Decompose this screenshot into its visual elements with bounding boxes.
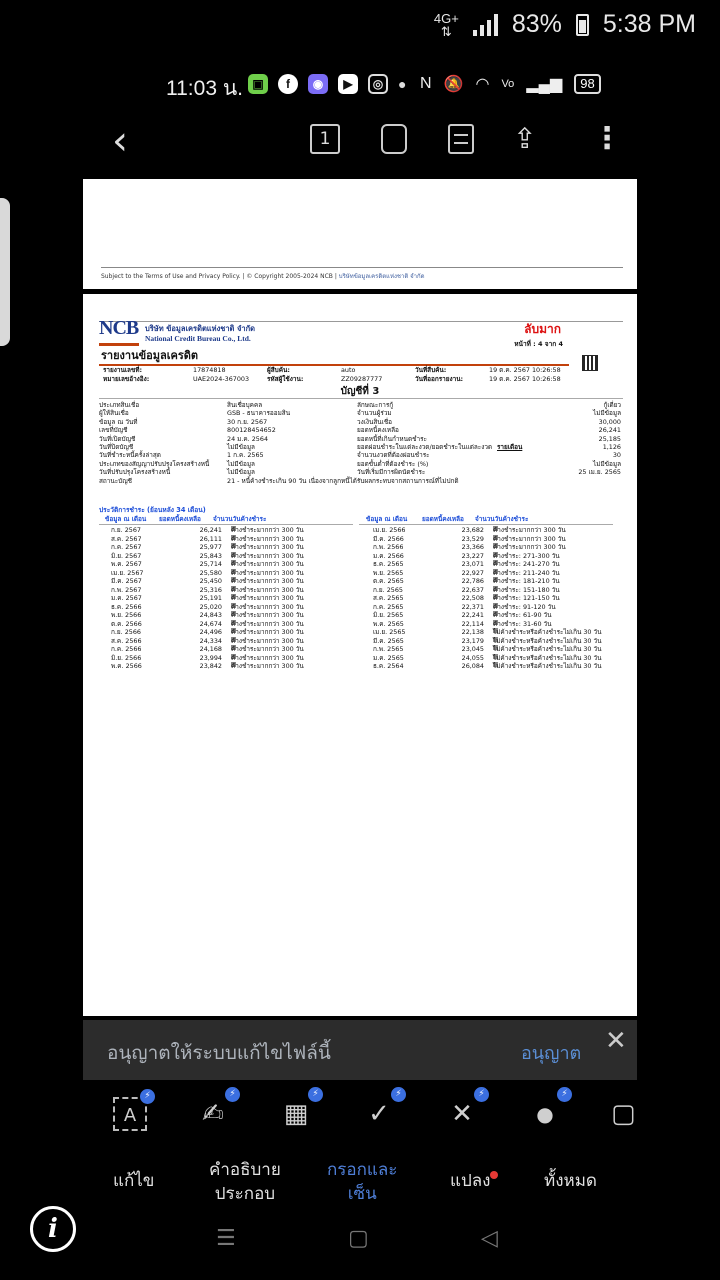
detail-label: ยอดหนี้คงเหลือ <box>357 426 399 435</box>
meta-label: หมายเลขอ้างอิง: <box>103 374 150 383</box>
history-balance: 26,241 <box>199 526 222 534</box>
history-month: ก.พ. 2566 <box>373 543 404 551</box>
premium-badge-icon: ⚡ <box>308 1087 323 1102</box>
history-status-text: ค้างชำระ: 181-210 วัน <box>493 577 560 585</box>
history-row <box>361 603 621 612</box>
history-balance: 24,496 <box>199 628 222 636</box>
history-month: มิ.ย. 2565 <box>373 611 404 619</box>
history-status-text: ค้างชำระมากกว่า 300 วัน <box>231 594 304 602</box>
history-balance: 22,927 <box>461 568 484 577</box>
history-row <box>99 577 359 586</box>
history-row <box>361 543 621 552</box>
history-status-text: ค้างชำระมากกว่า 300 วัน <box>231 560 304 568</box>
view-mode-icon[interactable] <box>448 124 474 154</box>
history-status-text: ค้างชำระมากกว่า 300 วัน <box>231 619 304 628</box>
history-status-text: ไม่ค้างชำระหรือค้างชำระไม่เกิน 30 วัน <box>493 645 602 653</box>
history-row <box>361 560 621 569</box>
status-bar <box>0 0 720 52</box>
meta-label: วันที่สืบค้น: <box>415 366 447 374</box>
detail-row <box>99 426 621 434</box>
history-status-text: ค้างชำระ: 211-240 วัน <box>493 568 560 577</box>
battery-icon <box>576 14 589 36</box>
history-status-text: ค้างชำระมากกว่า 300 วัน <box>231 577 304 585</box>
detail-row <box>99 401 621 409</box>
history-status-text: ค้างชำระมากกว่า 300 วัน <box>493 534 566 543</box>
footer-link[interactable]: บริษัทข้อมูลเครดิตแห่งชาติ จำกัด <box>338 273 425 280</box>
history-month: เม.ย. 2565 <box>373 628 406 636</box>
history-status-text: ค้างชำระมากกว่า 300 วัน <box>493 543 566 551</box>
report-meta <box>101 366 563 383</box>
history-balance: 23,682 <box>461 526 484 534</box>
history-row <box>99 526 359 535</box>
history-month: มี.ค. 2567 <box>111 577 142 585</box>
account-details <box>99 401 621 485</box>
history-month: ก.ค. 2565 <box>373 602 404 611</box>
history-row <box>99 594 359 603</box>
detail-value: 25,185 <box>598 434 621 443</box>
detail-row <box>99 477 621 485</box>
history-month: ม.ค. 2565 <box>373 653 404 662</box>
history-status-text: ค้างชำระมากกว่า 300 วัน <box>231 636 304 645</box>
dot-tool-icon[interactable]: ● ⚡ <box>528 1097 562 1131</box>
detail-label: วันที่ปิดบัญชี <box>99 442 134 451</box>
history-month: เม.ย. 2567 <box>111 568 144 577</box>
facebook-icon: f <box>278 74 298 94</box>
history-row <box>361 569 621 578</box>
history-month: พ.ย. 2566 <box>111 611 142 619</box>
history-status-text: ค้างชำระมากกว่า 300 วัน <box>231 534 304 543</box>
history-row <box>361 552 621 561</box>
history-row <box>361 628 621 637</box>
history-table-left <box>99 526 359 671</box>
meta-value: ZZ09287777 <box>341 374 383 383</box>
meta-row <box>101 375 563 384</box>
account-title: บัญชีที่ 3 <box>340 386 380 397</box>
detail-value: 25 เม.ย. 2565 <box>578 468 621 477</box>
history-status-text: ค้างชำระ: 31-60 วัน <box>493 619 552 628</box>
history-month: ก.ย. 2566 <box>111 628 141 636</box>
edit-permission-banner <box>83 1020 637 1080</box>
instagram-icon: ◎ <box>368 74 388 94</box>
history-balance: 24,674 <box>199 619 222 628</box>
meta-value: auto <box>341 366 356 374</box>
history-row <box>99 662 359 671</box>
meta-value: 17874818 <box>193 366 226 374</box>
text-box-tool-icon[interactable]: A ⚡ <box>113 1097 147 1131</box>
document-page-previous <box>83 179 637 289</box>
history-row <box>99 543 359 552</box>
history-balance: 24,843 <box>199 611 222 619</box>
navigation-bar <box>0 1226 720 1266</box>
company-name-th: บริษัท ข้อมูลเครดิตแห่งชาติ จำกัด <box>145 324 256 333</box>
history-month: มิ.ย. 2566 <box>111 653 142 662</box>
history-balance: 22,371 <box>461 602 484 611</box>
history-balance: 22,786 <box>461 577 484 585</box>
history-month: ต.ค. 2566 <box>111 619 142 628</box>
history-row <box>361 594 621 603</box>
history-month: ก.ค. 2567 <box>111 543 142 551</box>
detail-value: 26,241 <box>598 426 621 435</box>
cross-tool-icon[interactable]: ✕ ⚡ <box>445 1097 479 1131</box>
detail-label-link: รายเดือน <box>497 442 523 451</box>
detail-label: จำนวนผู้ร่วม <box>357 409 392 418</box>
more-options-icon[interactable]: ⋮ <box>592 121 622 156</box>
notification-dot <box>490 1171 498 1179</box>
detail-row <box>99 468 621 476</box>
history-row <box>99 637 359 646</box>
page-footer: Subject to the Terms of Use and Privacy Policy. | © Copyright 2005-2024 NCB | บริษัทข้อมูลเครดิตแห่งชาติ จำกัด <box>101 267 623 281</box>
history-month: ก.พ. 2567 <box>111 585 142 594</box>
meta-label: รายงานเลขที่: <box>103 366 143 374</box>
edge-panel-handle[interactable] <box>0 198 10 346</box>
history-status-text: ไม่ค้างชำระหรือค้างชำระไม่เกิน 30 วัน <box>493 653 602 662</box>
detail-value: ไม่มีข้อมูล <box>593 459 621 468</box>
document-page <box>83 294 637 1016</box>
history-status-text: ค้างชำระมากกว่า 300 วัน <box>231 662 304 670</box>
allow-button[interactable]: อนุญาต <box>521 1043 582 1064</box>
detail-label: ยอดผ่อนชำระในแต่ละงวด/ยอดชำระในแต่ละงวด <box>357 442 493 451</box>
history-row <box>99 654 359 663</box>
detail-value: 1,126 <box>602 442 621 451</box>
history-balance: 22,241 <box>461 611 484 619</box>
tab-edit[interactable]: แก้ไข <box>113 1171 155 1191</box>
history-header-month-right: ข้อมูล ณ เดือน <box>366 515 408 523</box>
mute-icon: 🔕 <box>443 76 464 93</box>
meta-value: UAE2024-367003 <box>193 374 250 383</box>
date-tool-icon[interactable]: ▦ ⚡ <box>279 1097 313 1131</box>
history-status-text: ค้างชำระ: 91-120 วัน <box>493 602 556 611</box>
history-month: มี.ค. 2565 <box>373 636 404 645</box>
history-row <box>99 611 359 620</box>
history-row <box>361 645 621 654</box>
history-month: ก.ค. 2566 <box>111 645 142 653</box>
detail-label: สถานะบัญชี <box>99 476 132 485</box>
history-balance: 25,450 <box>199 577 222 585</box>
history-month: ส.ค. 2565 <box>373 594 404 602</box>
detail-row <box>99 451 621 459</box>
history-month: ธ.ค. 2565 <box>373 560 404 568</box>
history-balance: 25,191 <box>199 594 222 602</box>
meta-label: วันที่ออกรายงาน: <box>415 374 464 383</box>
history-balance: 26,111 <box>199 534 222 543</box>
page-indicator-button[interactable]: 1 <box>310 124 340 154</box>
history-balance: 23,994 <box>199 653 222 662</box>
history-header-month-left: ข้อมูล ณ เดือน <box>105 515 147 523</box>
history-status-text: ค้างชำระมากกว่า 300 วัน <box>231 602 304 611</box>
more-dot-icon: ● <box>398 76 407 92</box>
detail-label: ข้อมูล ณ วันที่ <box>99 417 138 426</box>
inner-status-bar <box>0 70 720 100</box>
history-balance: 25,977 <box>199 543 222 551</box>
history-row <box>99 603 359 612</box>
history-title: ประวัติการชำระ (ย้อนหลัง 34 เดือน) <box>99 506 206 514</box>
volte-icon: Vo <box>501 78 515 90</box>
history-month: ก.ย. 2567 <box>111 526 141 534</box>
meta-label: ผู้สืบค้น: <box>267 366 290 374</box>
history-row <box>99 586 359 595</box>
premium-badge-icon: ⚡ <box>557 1087 572 1102</box>
detail-label: วงเงินสินเชื่อ <box>357 417 393 426</box>
tab-all[interactable]: ทั้งหมด <box>544 1171 597 1191</box>
history-balance: 25,714 <box>199 560 222 568</box>
signature-tool-icon[interactable]: ✍ ⚡ <box>196 1097 230 1131</box>
detail-value: 21 - หนี้ค้างชำระเกิน 90 วัน เนื่องจากลูกหนี้ได้รับผลกระทบจากสถานการณ์ที่ไม่ปกติ <box>227 476 459 485</box>
ncb-logo: NCB <box>99 317 139 339</box>
fill-sign-tools <box>83 1083 637 1147</box>
detail-row <box>99 460 621 468</box>
history-balance: 25,316 <box>199 585 222 594</box>
page-number: หน้าที่ : 4 จาก 4 <box>514 340 563 348</box>
history-row <box>99 569 359 578</box>
clock: 5:38 PM <box>602 10 696 38</box>
detail-value: ไม่มีข้อมูล <box>593 409 621 418</box>
history-balance: 24,168 <box>199 645 222 653</box>
history-status-text: ค้างชำระมากกว่า 300 วัน <box>493 526 566 534</box>
detail-value: ไม่มีข้อมูล <box>227 468 255 477</box>
home-icon[interactable]: ▢ <box>348 1226 369 1251</box>
meta-value: 19 ต.ค. 2567 10:26:58 <box>489 366 561 374</box>
banner-message: อนุญาตให้ระบบแก้ไขไฟล์นี้ <box>107 1042 331 1064</box>
detail-value: 800128454652 <box>227 426 276 435</box>
inner-clock: 11:03 น. <box>166 77 244 100</box>
fit-page-icon[interactable] <box>381 124 407 154</box>
history-row <box>361 654 621 663</box>
history-balance: 23,227 <box>461 551 484 560</box>
detail-value: กู้เดี่ยว <box>603 401 621 409</box>
detail-label: ยอดขั้นต่ำที่ต้องชำระ (%) <box>357 459 429 468</box>
recents-icon[interactable]: ☰ <box>216 1226 236 1251</box>
premium-badge-icon: ⚡ <box>474 1087 489 1102</box>
inner-battery: 98 <box>574 74 600 94</box>
confidential-label: ลับมาก <box>524 322 561 336</box>
history-month: ส.ค. 2566 <box>111 636 142 645</box>
detail-row <box>99 409 621 417</box>
close-icon[interactable]: ✕ <box>605 1026 627 1056</box>
history-month: มิ.ย. 2567 <box>111 551 142 560</box>
battery-percent: 83% <box>511 10 562 38</box>
history-balance: 23,366 <box>461 543 484 551</box>
detail-label: วันที่เปิดบัญชี <box>99 434 136 443</box>
history-month: พ.ย. 2565 <box>373 568 404 577</box>
history-status-text: ค้างชำระมากกว่า 300 วัน <box>231 628 304 636</box>
wifi-icon: ◠ <box>475 76 490 93</box>
history-status-text: ค้างชำระมากกว่า 300 วัน <box>231 551 304 560</box>
detail-value: 30 ก.ย. 2567 <box>227 417 268 426</box>
youtube-icon: ▶ <box>338 74 358 94</box>
history-header-balance-left: ยอดหนี้คงเหลือ <box>159 515 201 523</box>
history-row <box>361 611 621 620</box>
tab-fill-sign[interactable]: กรอกและ เซ็น <box>327 1160 398 1204</box>
history-header-balance-right: ยอดหนี้คงเหลือ <box>422 515 464 523</box>
detail-label: วันที่ชำระหนี้ครั้งล่าสุด <box>99 451 161 460</box>
detail-label: วันที่เริ่มมีการผิดนัดชำระ <box>357 468 426 477</box>
premium-badge-icon: ⚡ <box>391 1087 406 1102</box>
history-table-right <box>361 526 621 671</box>
history-balance: 23,179 <box>461 636 484 645</box>
detail-value: 1 ก.ค. 2565 <box>227 451 264 460</box>
detail-label: ลักษณะการกู้ <box>357 401 394 409</box>
meta-row <box>101 366 563 375</box>
history-row <box>361 620 621 629</box>
tab-annotate[interactable]: คำอธิบาย ประกอบ <box>209 1160 281 1204</box>
app-icon: ▣ <box>248 74 268 94</box>
detail-label: ประเภทสินเชื่อ <box>99 401 140 409</box>
history-row <box>361 526 621 535</box>
history-row <box>99 620 359 629</box>
nfc-icon: N <box>420 75 432 92</box>
history-balance: 22,138 <box>461 628 484 636</box>
history-month: ม.ค. 2566 <box>373 551 404 560</box>
history-balance: 23,045 <box>461 645 484 653</box>
rectangle-tool-icon[interactable]: ▢ <box>611 1099 636 1129</box>
detail-label: ประเภทของสัญญาปรับปรุงโครงสร้างหนี้ <box>99 459 210 468</box>
history-month: พ.ค. 2566 <box>111 662 142 670</box>
company-name-en: National Credit Bureau Co., Ltd. <box>145 334 251 343</box>
detail-label: วันที่ปรับปรุงโครงสร้างหนี้ <box>99 468 171 477</box>
detail-value: 30,000 <box>598 417 621 426</box>
back-icon[interactable]: ‹ <box>112 118 128 164</box>
signal-icon-inner: ▂▄▆ <box>526 76 563 93</box>
history-status-text: ค้างชำระมากกว่า 300 วัน <box>231 645 304 653</box>
history-status-text: ค้างชำระมากกว่า 300 วัน <box>231 585 304 594</box>
bottom-tabs <box>83 1150 637 1212</box>
network-indicator: 4G+ ⇅ <box>433 10 459 39</box>
history-balance: 26,084 <box>461 662 484 670</box>
history-header-status-right: จำนวนวันค้างชำระ <box>475 515 529 523</box>
history-row <box>361 577 621 586</box>
history-row <box>99 535 359 544</box>
detail-value: 24 ม.ค. 2564 <box>227 434 269 443</box>
history-balance: 23,842 <box>199 662 222 670</box>
history-status-text: ค้างชำระมากกว่า 300 วัน <box>231 611 304 619</box>
broadcast-icon: ◉ <box>308 74 328 94</box>
history-row <box>361 586 621 595</box>
history-balance: 22,114 <box>461 619 484 628</box>
history-month: ธ.ค. 2566 <box>111 602 142 611</box>
detail-row <box>99 435 621 443</box>
detail-value: ไม่มีข้อมูล <box>227 459 255 468</box>
history-status-text: ค้างชำระมากกว่า 300 วัน <box>231 568 304 577</box>
share-icon[interactable]: ⇪ <box>513 122 537 155</box>
history-month: เม.ย. 2566 <box>373 526 406 534</box>
history-month: ธ.ค. 2564 <box>373 662 404 670</box>
history-balance: 25,843 <box>199 551 222 560</box>
history-header-status-left: จำนวนวันค้างชำระ <box>213 515 267 523</box>
nav-back-icon[interactable]: ◁ <box>481 1226 498 1251</box>
qr-code-icon <box>583 356 597 370</box>
history-month: พ.ค. 2567 <box>111 560 142 568</box>
history-status-text: ค้างชำระมากกว่า 300 วัน <box>231 653 304 662</box>
detail-value: GSB - ธนาคารออมสิน <box>227 409 291 418</box>
info-icon[interactable]: i <box>30 1206 76 1252</box>
history-row <box>361 637 621 646</box>
history-status-text: ไม่ค้างชำระหรือค้างชำระไม่เกิน 30 วัน <box>493 636 602 645</box>
tab-convert[interactable]: แปลง <box>450 1169 490 1193</box>
history-row <box>99 552 359 561</box>
history-row <box>99 628 359 637</box>
history-status-text: ค้างชำระ: 121-150 วัน <box>493 594 560 602</box>
meta-label: รหัสผู้ใช้งาน: <box>267 374 304 383</box>
history-month: ก.พ. 2565 <box>373 645 404 653</box>
checkmark-tool-icon[interactable]: ✓ ⚡ <box>362 1097 396 1131</box>
viewer-toolbar <box>0 118 720 166</box>
history-month: พ.ค. 2565 <box>373 619 404 628</box>
history-month: ส.ค. 2567 <box>111 534 142 543</box>
history-row <box>361 662 621 671</box>
history-status-text: ค้างชำระมากกว่า 300 วัน <box>231 526 304 534</box>
history-row <box>99 645 359 654</box>
report-title: รายงานข้อมูลเครดิต <box>101 349 199 362</box>
history-row <box>361 535 621 544</box>
history-balance: 22,637 <box>461 585 484 594</box>
detail-label: เลขที่บัญชี <box>99 426 128 435</box>
history-status-text: ค้างชำระ: 61-90 วัน <box>493 611 552 619</box>
history-balance: 23,529 <box>461 534 484 543</box>
history-month: มี.ค. 2566 <box>373 534 404 543</box>
detail-value: 30 <box>612 451 621 460</box>
history-status-text: ค้างชำระ: 271-300 วัน <box>493 551 560 560</box>
detail-value: ไม่มีข้อมูล <box>227 442 255 451</box>
history-balance: 25,020 <box>199 602 222 611</box>
history-status-text: ไม่ค้างชำระหรือค้างชำระไม่เกิน 30 วัน <box>493 662 602 670</box>
detail-label: จำนวนงวดที่ต้องผ่อนชำระ <box>357 451 430 460</box>
premium-badge-icon: ⚡ <box>140 1089 155 1104</box>
history-balance: 24,334 <box>199 636 222 645</box>
detail-value: สินเชื่อบุคคล <box>227 401 263 409</box>
history-balance: 22,508 <box>461 594 484 602</box>
history-month: ก.ย. 2565 <box>373 585 403 594</box>
premium-badge-icon: ⚡ <box>225 1087 240 1102</box>
history-status-text: ไม่ค้างชำระหรือค้างชำระไม่เกิน 30 วัน <box>493 628 602 636</box>
history-month: ต.ค. 2565 <box>373 577 404 585</box>
detail-row <box>99 418 621 426</box>
history-status-text: ค้างชำระ: 151-180 วัน <box>493 585 560 594</box>
detail-label: ผู้ให้สินเชื่อ <box>99 409 129 418</box>
meta-value: 19 ต.ค. 2567 10:26:58 <box>489 374 561 383</box>
history-balance: 24,055 <box>461 653 484 662</box>
history-balance: 25,580 <box>199 568 222 577</box>
detail-label: ยอดหนี้ที่เกินกำหนดชำระ <box>357 434 427 443</box>
history-balance: 23,071 <box>461 560 484 568</box>
history-status-text: ค้างชำระมากกว่า 300 วัน <box>231 543 304 551</box>
history-row <box>99 560 359 569</box>
history-status-text: ค้างชำระ: 241-270 วัน <box>493 560 560 568</box>
signal-icon <box>473 14 498 36</box>
history-month: ม.ค. 2567 <box>111 594 142 602</box>
